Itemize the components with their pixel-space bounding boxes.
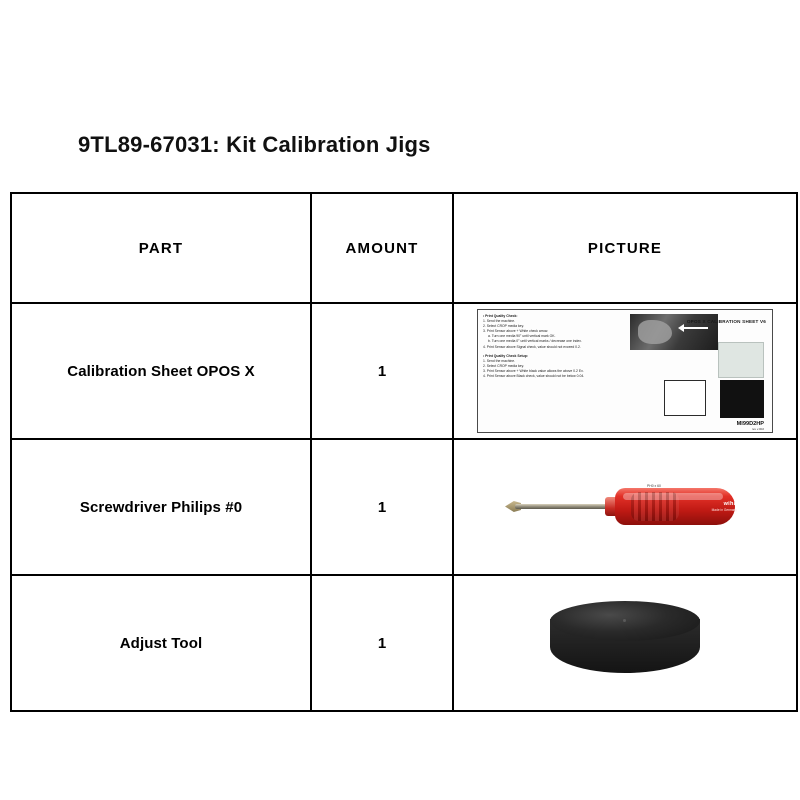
sheet-title-label: OPOS X CALIBRATION SHEET V6 — [686, 319, 766, 324]
calibration-sheet-instructions — [483, 314, 633, 379]
part-amount-calibration-sheet: 1 — [311, 303, 453, 439]
screwdriver-grip — [631, 492, 679, 521]
part-name-calibration-sheet: Calibration Sheet OPOS X — [11, 303, 311, 439]
sheet-line: a. Turn one media 90° until vertical mark OK. — [488, 334, 556, 339]
table-body — [11, 303, 797, 711]
screwdriver-brand: wiha — [723, 501, 737, 507]
sheet-part-code: MI99D2HP — [736, 421, 764, 427]
sheet-line: • Print Quality Check Setup: — [483, 353, 528, 358]
page-title: 9TL89-67031: Kit Calibration Jigs — [78, 132, 431, 157]
screwdriver-size-text: PH0 x 60 — [647, 484, 661, 488]
swatch-gray — [718, 342, 764, 378]
table-header-row — [11, 193, 797, 303]
column-header-part: PART — [11, 193, 311, 303]
calibration-sheet-image — [454, 309, 796, 433]
sheet-line: 2. Select CROP media key. — [483, 324, 524, 329]
column-header-amount: AMOUNT — [311, 193, 453, 303]
sheet-line: 3. Print Sensor above + White check arrow. — [483, 329, 549, 334]
part-picture-screwdriver — [453, 439, 797, 575]
part-picture-adjust-tool — [453, 575, 797, 711]
screwdriver-brand-sub: Made in Germany — [711, 508, 737, 512]
screwdriver-artwork — [505, 477, 745, 537]
table-row — [11, 303, 797, 439]
screwdriver-shaft — [515, 504, 611, 509]
sheet-line: • Print Quality Check: — [483, 314, 518, 318]
column-header-picture: PICTURE — [453, 193, 797, 303]
sheet-revision: rev v.002 — [751, 427, 764, 431]
kit-parts-table — [10, 192, 798, 712]
photo-blob — [638, 320, 672, 344]
table-row — [11, 439, 797, 575]
adjust-tool-center-dot — [623, 619, 626, 622]
table-header — [11, 193, 797, 303]
calibration-sheet-artwork — [477, 309, 773, 433]
sheet-line: 1. Send the machine. — [483, 319, 516, 324]
screwdriver-image — [454, 445, 796, 569]
sheet-line: 4. Print Sensor above Black check, value should not be below 0.04. — [483, 374, 585, 379]
part-picture-calibration-sheet — [453, 303, 797, 439]
adjust-tool-artwork — [550, 593, 700, 693]
part-name-screwdriver: Screwdriver Philips #0 — [11, 439, 311, 575]
part-name-adjust-tool: Adjust Tool — [11, 575, 311, 711]
part-amount-adjust-tool: 1 — [311, 575, 453, 711]
swatch-black — [720, 380, 764, 418]
part-amount-screwdriver: 1 — [311, 439, 453, 575]
arrow-icon — [682, 327, 708, 329]
sheet-line: b. Turn one media 0° until vertical marks / decrease one index. — [488, 339, 582, 344]
swatch-white — [664, 380, 706, 416]
sheet-line: 4. Print Sensor above Signal check, value should not exceed 0.2. — [483, 344, 581, 349]
sheet-line: 2. Select CROP media key. — [483, 363, 524, 368]
table-row — [11, 575, 797, 711]
sheet-line: 1. Send the machine. — [483, 358, 516, 363]
adjust-tool-image — [454, 581, 796, 705]
sheet-line: 3. Print Sensor above + White black value allows the above 0.2 Ex. — [483, 368, 584, 373]
